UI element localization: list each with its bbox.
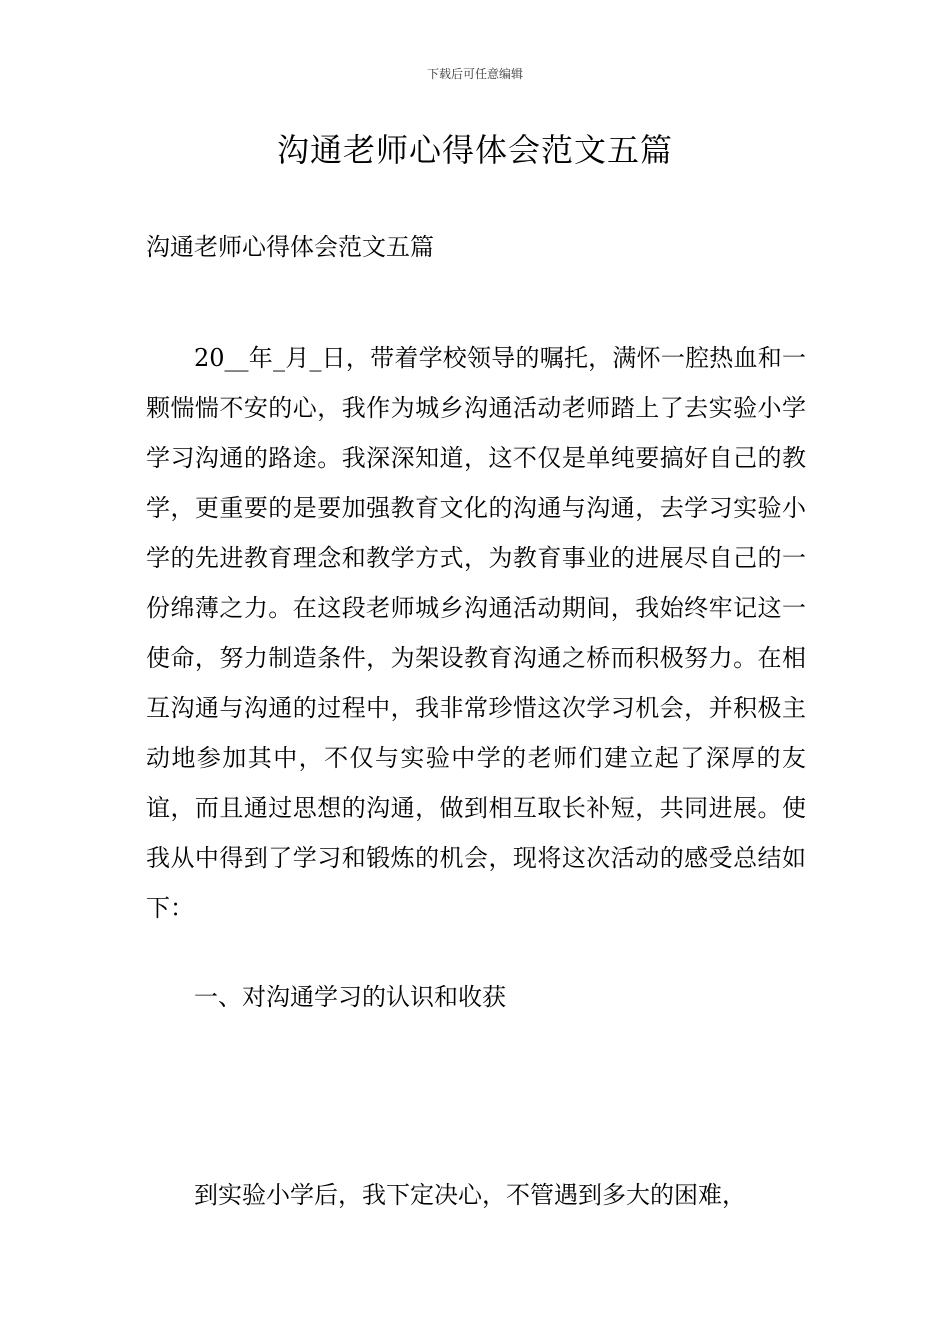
- document-subtitle: 沟通老师心得体会范文五篇: [146, 233, 434, 261]
- header-note: 下载后可任意编辑: [426, 67, 523, 81]
- document-title: 沟通老师心得体会范文五篇: [276, 131, 673, 169]
- section-heading-1: 一、对沟通学习的认识和收获: [194, 983, 506, 1011]
- body-paragraph-1: 20__年_月_日，带着学校领导的嘱托，满怀一腔热血和一颗惴惴不安的心，我作为城乡沟通活动老师踏上了去实验小学学习沟通的路途。我深深知道，这不仅是单纯要搞好自己的教学，更重要的是要加强教育文化的沟通与沟通，去学习实验小学的先进教育理念和教学方式，为教育事业的进展尽自己的一份绵薄之力。在这段老师城乡沟通活动期间，我始终牢记这一使命，努力制造条件，为架设教育沟通之桥而积极努力。在相互沟通与沟通的过程中，我非常珍惜这次学习机会，并积极主动地参加其中，不仅与实验中学的老师们建立起了深厚的友谊，而且通过思想的沟通，做到相互取长补短，共同进展。使我从中得到了学习和锻炼的机会，现将这次活动的感受总结如下：: [146, 344, 806, 922]
- body-paragraph-2: 到实验小学后，我下定决心，不管遇到多大的困难，: [194, 1181, 746, 1209]
